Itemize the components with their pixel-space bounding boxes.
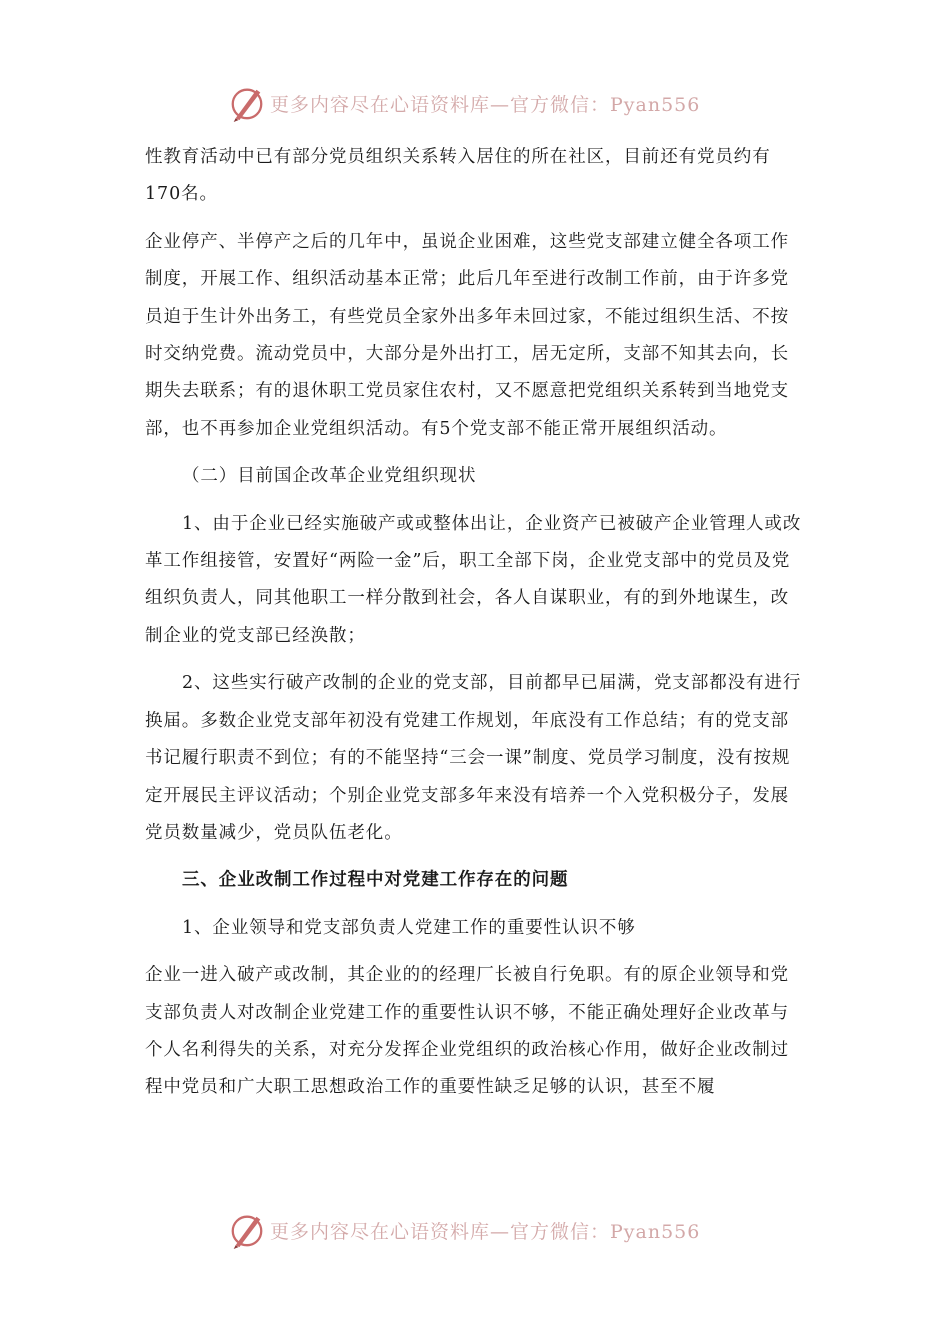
section-subheading: （二）目前国企改革企业党组织现状: [182, 466, 477, 487]
paragraph: 企业一进入破产或改制，其企业的的经理厂长被自行免职。有的原企业领导和党支部负责人对改制企业党建工作的重要性认识不够，不能正确处理好企业改革与个人名利得失的关系，对充分发挥企业党组织的政治核心作用，做好企业改制过程中党员和广大职工思想政治工作的重要性缺乏足够的认识，甚至不履: [145, 965, 789, 1098]
paragraph: 1、由于企业已经实施破产或或整体出让，企业资产已被破产企业管理人或改革工作组接管，安置好“两险一金”后，职工全部下岗，企业党支部中的党员及党组织负责人，同其他职工一样分散到社会，各人自谋职业，有的到外地谋生，改制企业的党支部已经涣散；: [145, 513, 802, 646]
section-heading: 三、企业改制工作过程中对党建工作存在的问题: [182, 870, 569, 891]
paragraph: 2、这些实行破产改制的企业的党支部，目前都早已届满，党支部都没有进行换届。多数企业党支部年初没有党建工作规划，年底没有工作总结；有的党支部书记履行职责不到位；有的不能坚持“三会一课”制度、党员学习制度，没有按规定开展民主评议活动；个别企业党支部多年来没有培养一个入党积极分子，发展党员数量减少，党员队伍老化。: [145, 673, 802, 843]
watermark-text: 更多内容尽在心语资料库—官方微信：Pyan556: [270, 93, 701, 116]
document-body: [145, 139, 805, 1107]
paragraph: 企业停产、半停产之后的几年中，虽说企业困难，这些党支部建立健全各项工作制度，开展工作、组织活动基本正常；此后几年至进行改制工作前，由于许多党员迫于生计外出务工，有些党员全家外出多年未回过家，不能过组织生活、不按时交纳党费。流动党员中，大部分是外出打工，居无定所，支部不知其去向，长期失去联系；有的退休职工党员家住农村，又不愿意把党组织关系转到当地党支部，也不再参加企业党组织活动。有5个党支部不能正常开展组织活动。: [145, 231, 789, 439]
footer-watermark-banner: [228, 1210, 700, 1250]
section-subheading: 1、企业领导和党支部负责人党建工作的重要性认识不够: [182, 917, 636, 938]
pen-logo-icon: [228, 1211, 266, 1249]
pen-logo-icon: [228, 84, 266, 122]
paragraph: 性教育活动中已有部分党员组织关系转入居住的所在社区，目前还有党员约有170名。: [145, 147, 771, 205]
watermark-text: 更多内容尽在心语资料库—官方微信：Pyan556: [270, 1220, 701, 1243]
header-watermark-banner: [228, 83, 700, 123]
